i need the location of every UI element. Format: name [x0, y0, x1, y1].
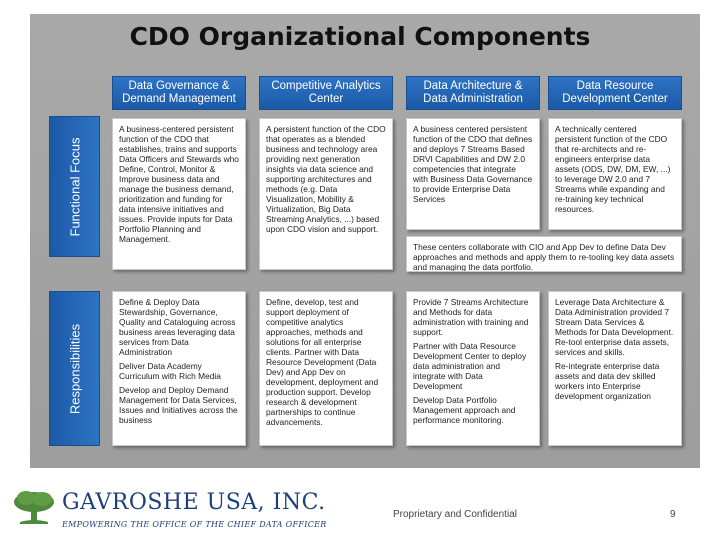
- resp-cell-architecture: [406, 291, 540, 446]
- header-data-resource-development: Data Resource Development Center: [548, 76, 682, 110]
- resp-text-architecture-2: Partner with Data Resource Development Center to deploy data administration and integrate with Data Development: [413, 341, 527, 391]
- resp-text-development-1: Leverage Data Architecture & Data Administration provided 7 Stream Data Services & Methods for Data Development. Re-tool enterprise data assets, services and skills.: [555, 297, 674, 357]
- header-competitive-analytics: Competitive Analytics Center: [259, 76, 393, 110]
- row-label-responsibilities: [49, 291, 100, 446]
- page-number: 9: [670, 509, 676, 520]
- resp-cell-development: [548, 291, 682, 446]
- focus-text-architecture: A business centered persistent function of the CDO that defines and deploys 7 Streams Based DRVI Capabilities and DW 2.0 competencies that integrate with Business Data Governance to provide Enterprise Data Services: [413, 124, 533, 204]
- focus-text-analytics: A persistent function of the CDO that operates as a blended business and technology area providing next generation insights via data science and supporting architectures and methods (e.g. Data Visualization, Mobility & Virtualization, Big Data Streaming Analytics, ...) based upon CDO vision and support.: [266, 124, 386, 234]
- header-data-architecture: Data Architecture & Data Administration: [406, 76, 540, 110]
- company-name: GAVROSHE USA, INC.: [62, 490, 326, 515]
- resp-cell-analytics: [259, 291, 393, 446]
- row-label-functional-focus: [49, 116, 100, 257]
- resp-text-analytics-1: Define, develop, test and support deployment of competitive analytics approaches, methods and solutions for all enterprise clients. Partner with Data Resource Development (Data Dev) and App Dev on development, deployment and production support. Develop research & development partnerships to continue advancements.: [266, 297, 379, 427]
- focus-cell-collaboration: [406, 236, 682, 272]
- focus-text-governance: A business-centered persistent function of the CDO that establishes, trains and supports Data Officers and Stewards who Define, Control, Monitor & Improve business data and manage the business demand, prioritization and funding for data intensive initiatives and issues. Provide inputs for Data Portfolio Planning and Management.: [119, 124, 239, 244]
- focus-cell-development: [548, 118, 682, 230]
- slide-title: CDO Organizational Components: [129, 22, 591, 51]
- green-tree-logo-icon: [12, 488, 56, 528]
- header-data-governance: Data Governance & Demand Management: [112, 76, 246, 110]
- resp-text-governance-3: Develop and Deploy Demand Management for Data Services, Issues and Initiatives across the business: [119, 385, 238, 425]
- focus-text-development: A technically centered persistent function of the CDO that re-architects and re-engineers enterprise data assets (ODS, DW, DM, EW, ...) to leverage DW 2.0 and 7 Streams while expanding and re-training key technical resources.: [555, 124, 671, 214]
- resp-text-architecture-1: Provide 7 Streams Architecture and Methods for data administration with training and support.: [413, 297, 529, 337]
- focus-cell-architecture: [406, 118, 540, 230]
- resp-text-development-2: Re-integrate enterprise data assets and data dev skilled workers into Enterprise development organization: [555, 361, 660, 401]
- focus-text-collaboration: These centers collaborate with CIO and App Dev to define Data Dev approaches and methods and apply them to re-tooling key data assets and managing the data portfolio.: [413, 242, 675, 272]
- focus-cell-governance: [112, 118, 246, 270]
- row-label-responsibilities-text: Responsibilities: [67, 323, 82, 414]
- resp-text-governance-2: Deliver Data Academy Curriculum with Rich Media: [119, 361, 221, 381]
- focus-cell-analytics: [259, 118, 393, 270]
- confidential-notice: Proprietary and Confidential: [393, 509, 517, 520]
- resp-text-governance-1: Define & Deploy Data Stewardship, Governance, Quality and Cataloguing across business areas leveraging data services from Data Administration: [119, 297, 236, 357]
- company-tagline: EMPOWERING THE OFFICE OF THE CHIEF DATA OFFICER: [62, 520, 327, 529]
- resp-cell-governance: [112, 291, 246, 446]
- resp-text-architecture-3: Develop Data Portfolio Management approach and performance monitoring.: [413, 395, 516, 425]
- row-label-functional-focus-text: Functional Focus: [67, 137, 82, 236]
